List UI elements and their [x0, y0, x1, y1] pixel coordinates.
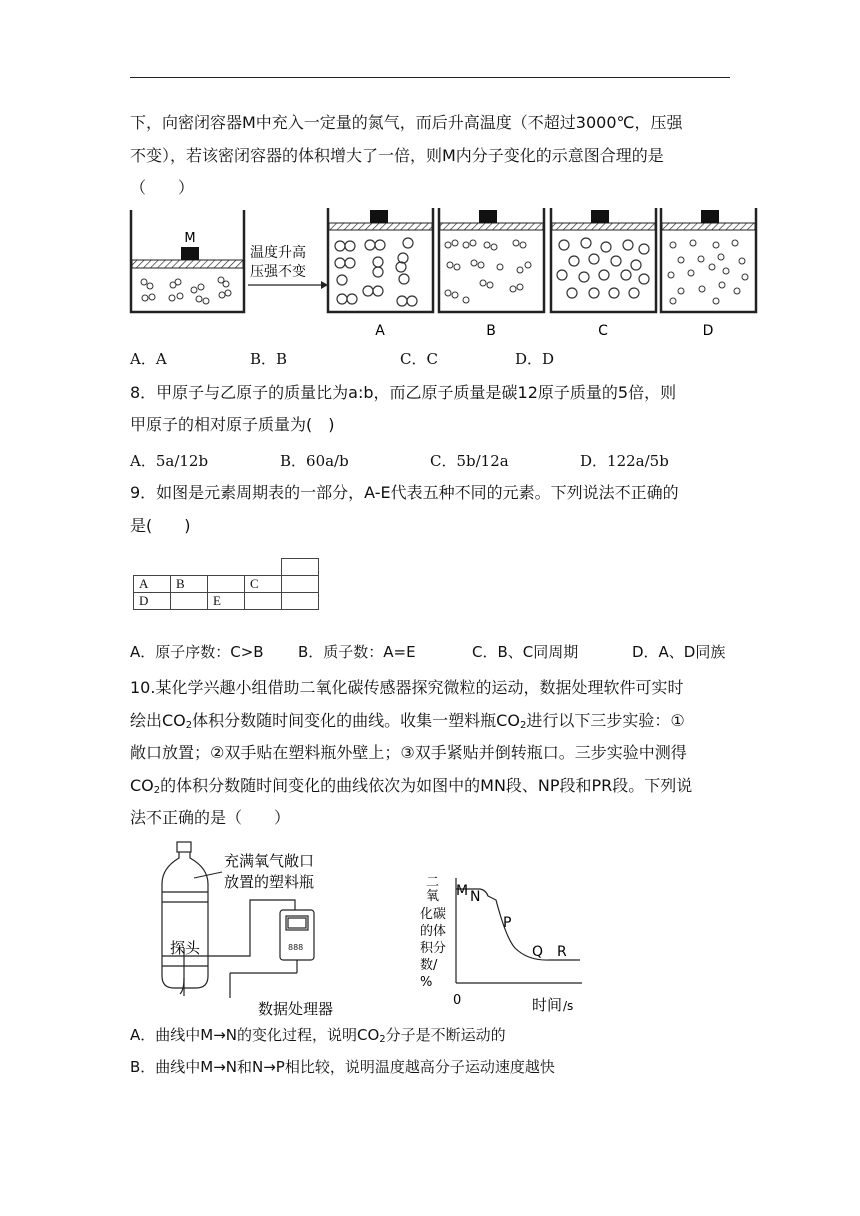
q8-text-line-2: 甲原子的相对原子质量为( ) [130, 415, 335, 434]
q7-text-line-3: （ ） [130, 178, 195, 197]
container-c [551, 208, 656, 339]
origin-label: 0 [453, 993, 462, 1008]
q8-option-b[interactable]: B．60a/b [280, 452, 349, 470]
q7-text-line-2: 不变），若该密闭容器的体积增大了一倍，则M内分子变化的示意图合理的是 [130, 146, 664, 165]
q9-text-line-1: 9．如图是元素周期表的一部分，A-E代表五种不同的元素。下列说法不正确的 [130, 483, 679, 502]
ylabel-4: 的体 [420, 924, 447, 939]
q9-option-d[interactable]: D．A、D同族 [632, 643, 726, 661]
bottle-label-1: 充满氧气敞口 [224, 852, 315, 870]
q10-text-line-4: $CO_2$的体积分数随时间变化的曲线依次为如图中的MN段、NP段和PR段。下列说 [130, 776, 693, 796]
xlabel: 时间 [532, 996, 563, 1014]
pt-cell [208, 576, 245, 593]
q8-option-d[interactable]: D．122a/5b [580, 452, 669, 470]
ylabel-7: % [420, 975, 433, 990]
weight-block [181, 247, 199, 260]
arrow-temperature [248, 244, 328, 289]
pt-cell [171, 593, 208, 610]
q7-option-c[interactable]: C．C [400, 350, 438, 368]
q10-option-a[interactable]: A．曲线中M→N的变化过程，说明$CO_2$分子是不断运动的 [130, 1026, 506, 1045]
pt-cell-top [282, 559, 319, 576]
container-a [328, 208, 433, 339]
arrow-text-2: 压强不变 [250, 264, 306, 280]
q7-container-figure [128, 205, 760, 345]
ylabel-6: 数/ [420, 958, 438, 973]
point-m: M [456, 883, 469, 899]
bottle-label-2: 放置的塑料瓶 [224, 873, 315, 891]
label-d: D [702, 323, 714, 339]
svg-text:888: 888 [288, 943, 304, 952]
pt-cell [282, 593, 319, 610]
q8-option-a[interactable]: A．5a/12b [130, 452, 209, 470]
q10-text-line-3: 敞口放置；②双手贴在塑料瓶外壁上；③双手紧贴并倒转瓶口。三步实验中测得 [130, 743, 687, 762]
pt-cell [245, 593, 282, 610]
data-processor [230, 910, 314, 998]
ylabel-5: 积分 [420, 941, 447, 956]
pt-cell [282, 576, 319, 593]
header-rule [130, 77, 730, 78]
processor-label: 数据处理器 [258, 1000, 334, 1018]
plastic-bottle [162, 842, 208, 996]
q7-option-d[interactable]: D．D [515, 350, 555, 368]
q9-option-b[interactable]: B．质子数：A=E [298, 643, 416, 661]
arrow-text-1: 温度升高 [250, 245, 306, 261]
pt-cell: B [171, 576, 208, 593]
q10-text-line-1: 10.某化学兴趣小组借助二氧化碳传感器探究微粒的运动，数据处理软件可实时 [130, 678, 684, 697]
q7-option-a[interactable]: A．A [130, 350, 167, 368]
q8-text-line-1: 8．甲原子与乙原子的质量比为a:b，而乙原子质量是碳12原子质量的5倍，则 [130, 383, 677, 402]
label-c: C [598, 323, 608, 339]
q10-option-b[interactable]: B．曲线中M→N和N→P相比较，说明温度越高分子运动速度越快 [130, 1058, 555, 1076]
point-q: Q [532, 944, 544, 960]
q9-text-line-2: 是( ) [130, 516, 191, 535]
point-r: R [557, 944, 567, 960]
xunit: /s [563, 999, 574, 1013]
point-n: N [470, 889, 481, 905]
ylabel-1: 二 [426, 875, 440, 890]
q7-option-b[interactable]: B．B [250, 350, 288, 368]
container-b [439, 208, 544, 339]
initial-container [131, 210, 244, 312]
point-p: P [503, 915, 512, 931]
probe-label: 探头 [170, 939, 201, 957]
label-m: M [184, 231, 196, 246]
q9-option-a[interactable]: A．原子序数：C>B [130, 643, 264, 661]
ylabel-2: 氧 [426, 889, 440, 904]
pt-cell: C [245, 576, 282, 593]
container-d [661, 208, 756, 339]
q10-text-line-5: 法不正确的是（ ） [130, 808, 291, 827]
q8-option-c[interactable]: C．5b/12a [430, 452, 509, 470]
label-b: B [486, 323, 496, 339]
q10-text-line-2: 绘出$CO_2$体积分数随时间变化的曲线。收集一塑料瓶$CO_2$进行以下三步实验：① [130, 711, 685, 731]
q7-text-line-1: 下，向密闭容器M中充入一定量的氮气，而后升高温度（不超过3000℃，压强 [130, 113, 683, 132]
pt-cell: D [134, 593, 171, 610]
pt-cell: A [134, 576, 171, 593]
label-a: A [375, 323, 385, 339]
q9-option-c[interactable]: C．B、C同周期 [472, 643, 579, 661]
co2-curve-chart [420, 875, 582, 1014]
pt-cell: E [208, 593, 245, 610]
q10-experiment-figure [150, 838, 600, 1018]
ylabel-3: 化碳 [420, 907, 447, 922]
periodic-table-fragment [133, 558, 319, 610]
